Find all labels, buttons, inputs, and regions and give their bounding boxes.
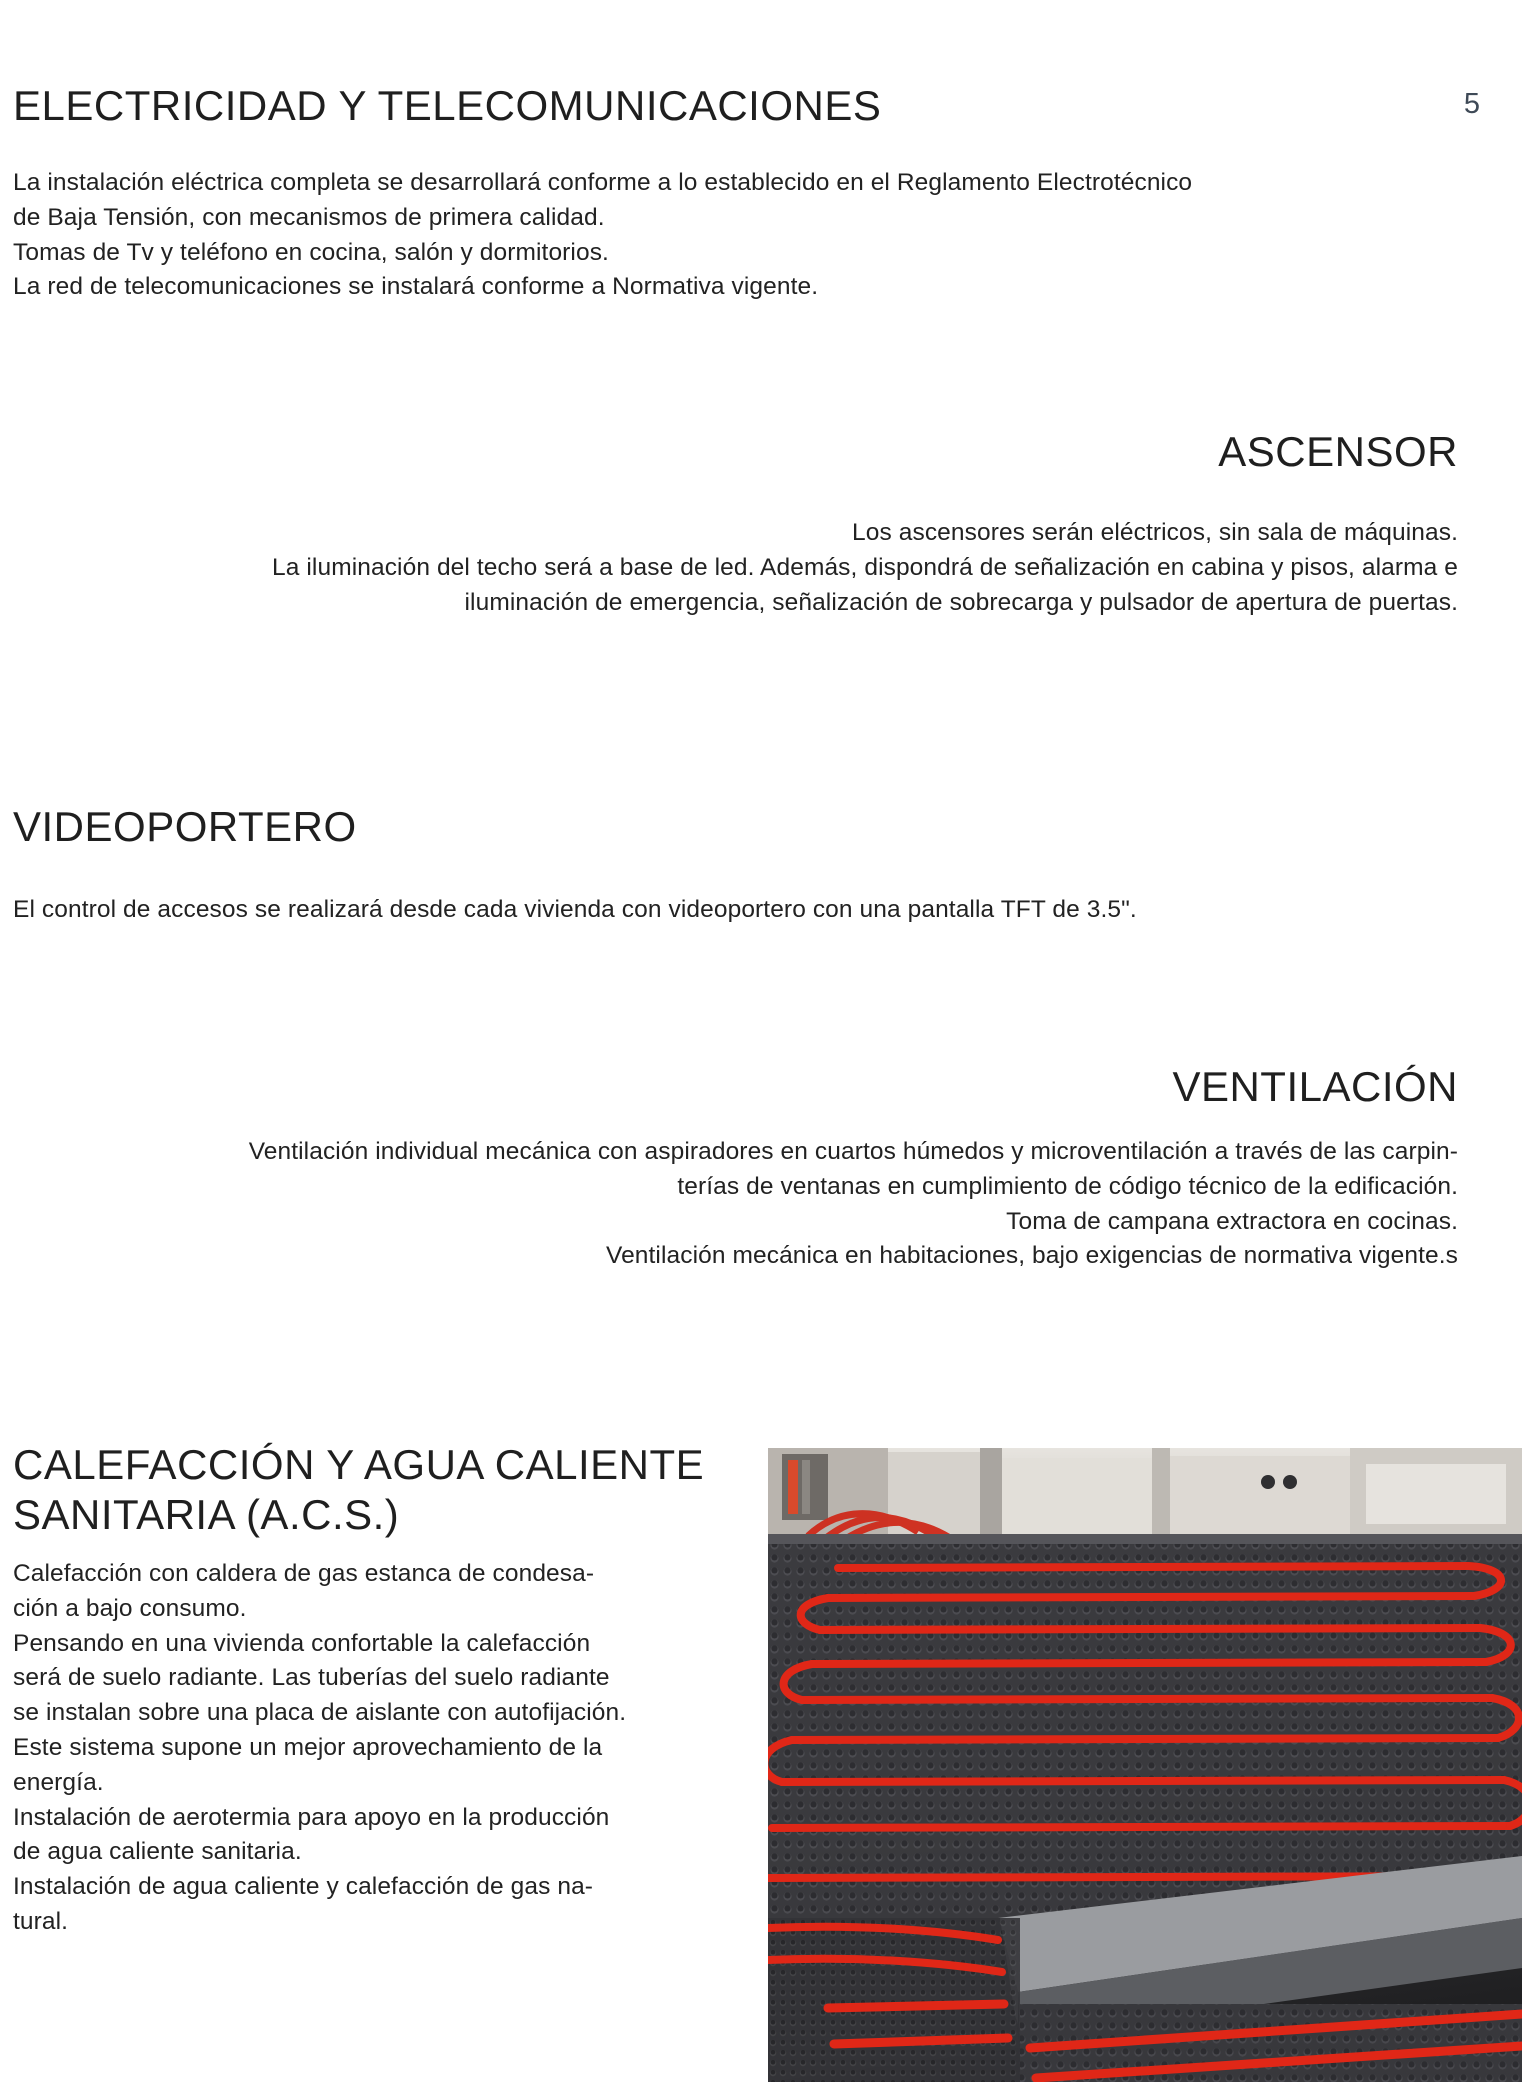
- text-line: La red de telecomunicaciones se instalará conforme a Normativa vigente.: [13, 273, 819, 301]
- text-line: La iluminación del techo será a base de led. Además, dispondrá de señalización en cabina y pisos, alarma e: [272, 553, 1458, 581]
- section-body-ventilacion: [13, 1135, 1458, 1274]
- section-calefaccion: [13, 1440, 758, 1940]
- page-number: 5: [1463, 88, 1480, 120]
- text-line: La instalación eléctrica completa se desarrollará conforme a lo establecido en el Reglamento Electrotécnico: [13, 169, 1193, 197]
- section-videoportero: [13, 805, 1458, 928]
- text-line: ción a bajo consumo.: [13, 1594, 247, 1622]
- section-body-videoportero: [13, 893, 1458, 928]
- text-line: Este sistema supone un mejor aprovechamiento de la: [13, 1734, 603, 1761]
- photo-illustration: [768, 1448, 1522, 2082]
- section-ascensor: [13, 430, 1458, 620]
- text-line: Instalación de agua caliente y calefacción de gas na-: [13, 1873, 594, 1901]
- section-ventilacion: [13, 1065, 1458, 1274]
- section-title-calefaccion: CALEFACCIÓN Y AGUA CALIENTE SANITARIA (A.C.S.): [13, 1441, 705, 1538]
- section-body-electricidad: [13, 166, 1458, 305]
- section-title-ascensor: ASCENSOR: [1218, 428, 1458, 475]
- section-title-electricidad: ELECTRICIDAD Y TELECOMUNICACIONES: [13, 82, 882, 129]
- section-title-videoportero: VIDEOPORTERO: [13, 803, 357, 850]
- text-line: de Baja Tensión, con mecanismos de primera calidad.: [13, 203, 605, 231]
- text-line: se instalan sobre una placa de aislante con autofijación.: [13, 1699, 627, 1727]
- text-line: terías de ventanas en cumplimiento de código técnico de la edificación.: [677, 1172, 1458, 1200]
- text-line: Instalación de aerotermia para apoyo en la producción: [13, 1803, 610, 1831]
- text-line: El control de accesos se realizará desde cada vivienda con videoportero con una pantalla TFT de 3.5".: [13, 896, 1137, 924]
- text-line: Ventilación mecánica en habitaciones, bajo exigencias de normativa vigente.s: [605, 1242, 1458, 1270]
- text-line: de agua caliente sanitaria.: [13, 1838, 302, 1866]
- text-line: iluminación de emergencia, señalización de sobrecarga y pulsador de apertura de puertas.: [464, 588, 1458, 616]
- text-line: Ventilación individual mecánica con aspiradores en cuartos húmedos y microventilación a través de las carpin-: [248, 1138, 1458, 1166]
- section-title-ventilacion: VENTILACIÓN: [1172, 1063, 1458, 1110]
- section-electricidad: [13, 84, 1458, 305]
- text-line: Tomas de Tv y teléfono en cocina, salón y dormitorios.: [13, 238, 609, 266]
- text-line: Calefacción con caldera de gas estanca de condesa-: [13, 1560, 595, 1588]
- text-line: energía.: [13, 1768, 104, 1796]
- text-line: Toma de campana extractora en cocinas.: [1006, 1207, 1458, 1235]
- text-line: será de suelo radiante. Las tuberías del suelo radiante: [13, 1664, 610, 1692]
- text-line: tural.: [13, 1907, 69, 1935]
- section-body-calefaccion: [13, 1557, 758, 1940]
- underfloor-heating-photo: [768, 1448, 1522, 2082]
- text-line: Los ascensores serán eléctricos, sin sala de máquinas.: [852, 519, 1458, 547]
- text-line: Pensando en una vivienda confortable la calefacción: [13, 1629, 591, 1657]
- section-body-ascensor: [13, 516, 1458, 620]
